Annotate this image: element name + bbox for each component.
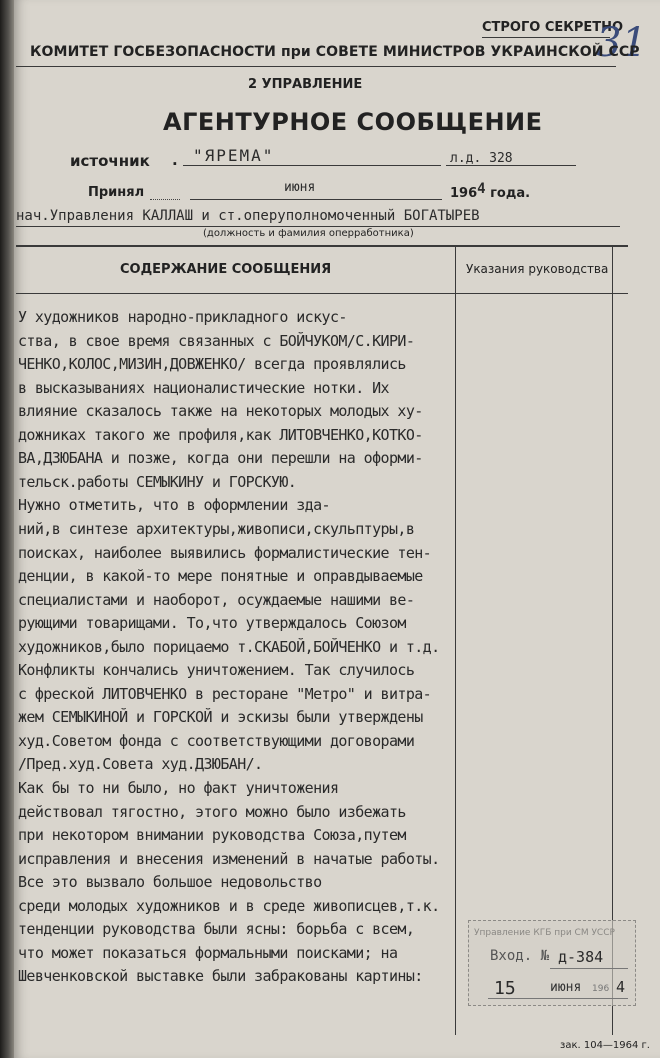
officer-name: нач.Управления КАЛЛАШ и ст.оперуполномоченный БОГАТЫРЕВ xyxy=(16,208,480,224)
body-line: ВА,ДЗЮБАНА и позже, когда они перешли на оформи- xyxy=(18,449,423,467)
stamp-year-suffix: 4 xyxy=(616,978,626,996)
right-margin-rule xyxy=(612,245,613,1035)
file-underline xyxy=(446,165,576,166)
print-order-note: зак. 104—1964 г. xyxy=(560,1040,650,1051)
committee-heading: КОМИТЕТ ГОСБЕЗОПАСНОСТИ при СОВЕТЕ МИНИСТРОВ УКРАИНСКОЙ ССР xyxy=(30,44,640,60)
accepted-label: Принял xyxy=(88,185,145,200)
body-line: тельск.работы СЕМЫКИНУ и ГОРСКУЮ. xyxy=(18,473,297,491)
body-line: исправления и внесения изменений в начатые работы. xyxy=(18,850,440,868)
classification-underline xyxy=(482,37,610,38)
officer-underline xyxy=(16,226,620,227)
body-line: Нужно отметить, что в оформлении зда- xyxy=(18,496,330,514)
source-codename: "ЯРЕМА" xyxy=(193,146,275,165)
year-label: года. xyxy=(490,186,531,201)
stamp-day: 15 xyxy=(494,978,516,999)
body-line: специалистами и наоборот, осуждаемые нашими ве- xyxy=(18,591,415,609)
body-line: поисках, наиболее выявились формалистические тен- xyxy=(18,544,432,562)
body-line: /Пред.худ.Совета худ.ДЗЮБАН/. xyxy=(18,755,263,773)
year-prefix: 196 xyxy=(450,186,478,201)
stamp-month: июня xyxy=(550,980,582,995)
body-line: ства, в свое время связанных с БОЙЧУКОМ/С.КИРИ- xyxy=(18,332,415,350)
body-line: У художников народно-прикладного искус- xyxy=(18,308,347,326)
body-line: ний,в синтезе архитектуры,живописи,скульптуры,в xyxy=(18,520,415,538)
stamp-date-line xyxy=(488,998,628,999)
accepted-year xyxy=(450,181,531,201)
classification-stamp: СТРОГО СЕКРЕТНО xyxy=(482,20,624,35)
source-underline xyxy=(183,165,441,166)
body-line: Все это вызвало большое недовольство xyxy=(18,873,322,891)
body-line: что может показаться формальными поисками; на xyxy=(18,944,398,962)
stamp-year-prefix: 196 xyxy=(592,984,610,994)
content-column-header: СОДЕРЖАНИЕ СООБЩЕНИЯ xyxy=(120,262,332,277)
body-line: денции, в какой-то мере понятные и оправдываемые xyxy=(18,567,423,585)
document-title: АГЕНТУРНОЕ СООБЩЕНИЕ xyxy=(163,108,543,136)
year-suffix: 4 xyxy=(477,181,486,197)
body-line: тенденции руководства были ясны: борьба с всем, xyxy=(18,920,415,938)
body-line: художников,было порицаемо т.СКАБОЙ,БОЙЧЕНКО и т.д. xyxy=(18,638,440,656)
body-line: действовал тягостно, этого можно было избежать xyxy=(18,803,406,821)
body-line: с фреской ЛИТОВЧЕНКО в ресторане "Метро" и витра- xyxy=(18,685,432,703)
accepted-month-line xyxy=(190,199,442,200)
officer-caption: (должность и фамилия оперработника) xyxy=(203,228,414,239)
binding-edge xyxy=(0,0,14,1058)
body-line: жем СЕМЫКИНОЙ и ГОРСКОЙ и эскизы были утверждены xyxy=(18,708,423,726)
table-header-rule xyxy=(16,293,628,294)
body-line: среди молодых художников и в среде живописцев,т.к. xyxy=(18,897,440,915)
body-line: худ.Советом фонда с соответствующими договорами xyxy=(18,732,415,750)
stamp-org-line: Управление КГБ при СМ УССР xyxy=(474,928,615,938)
stamp-incoming-number: д-384 xyxy=(558,948,604,966)
body-line: Шевченковской выставке были забракованы картины: xyxy=(18,967,423,985)
body-line: дожниках такого же профиля,как ЛИТОВЧЕНКО,КОТКО- xyxy=(18,426,423,444)
accepted-month: июня xyxy=(284,180,316,195)
department-label: 2 УПРАВЛЕНИЕ xyxy=(248,77,363,92)
file-number: л.д. 328 xyxy=(450,151,513,166)
stamp-number-line xyxy=(550,968,628,969)
body-line: ЧЕНКО,КОЛОС,МИЗИН,ДОВЖЕНКО/ всегда проявлялись xyxy=(18,355,406,373)
column-divider xyxy=(455,245,456,1035)
body-line: влияние сказалось также на некоторых молодых ху- xyxy=(18,402,423,420)
body-line: рующими товарищами. То,что утверждалось Союзом xyxy=(18,614,406,632)
sheet-number-handwritten: 31 xyxy=(596,20,647,66)
stamp-incoming-label: Вход. № xyxy=(490,948,550,964)
source-label: источник xyxy=(70,152,150,170)
source-dot: . xyxy=(172,151,178,169)
body-line: Конфликты кончались уничтожением. Так случилось xyxy=(18,661,415,679)
header-rule xyxy=(16,66,616,67)
accepted-day-line xyxy=(150,199,180,200)
body-line: при некотором внимании руководства Союза,путем xyxy=(18,826,406,844)
body-line: Как бы то ни было, но факт уничтожения xyxy=(18,779,339,797)
instructions-column-header: Указания руководства xyxy=(466,262,609,276)
table-top-rule xyxy=(16,245,628,247)
body-line: в высказываниях националистические нотки. Их xyxy=(18,379,389,397)
